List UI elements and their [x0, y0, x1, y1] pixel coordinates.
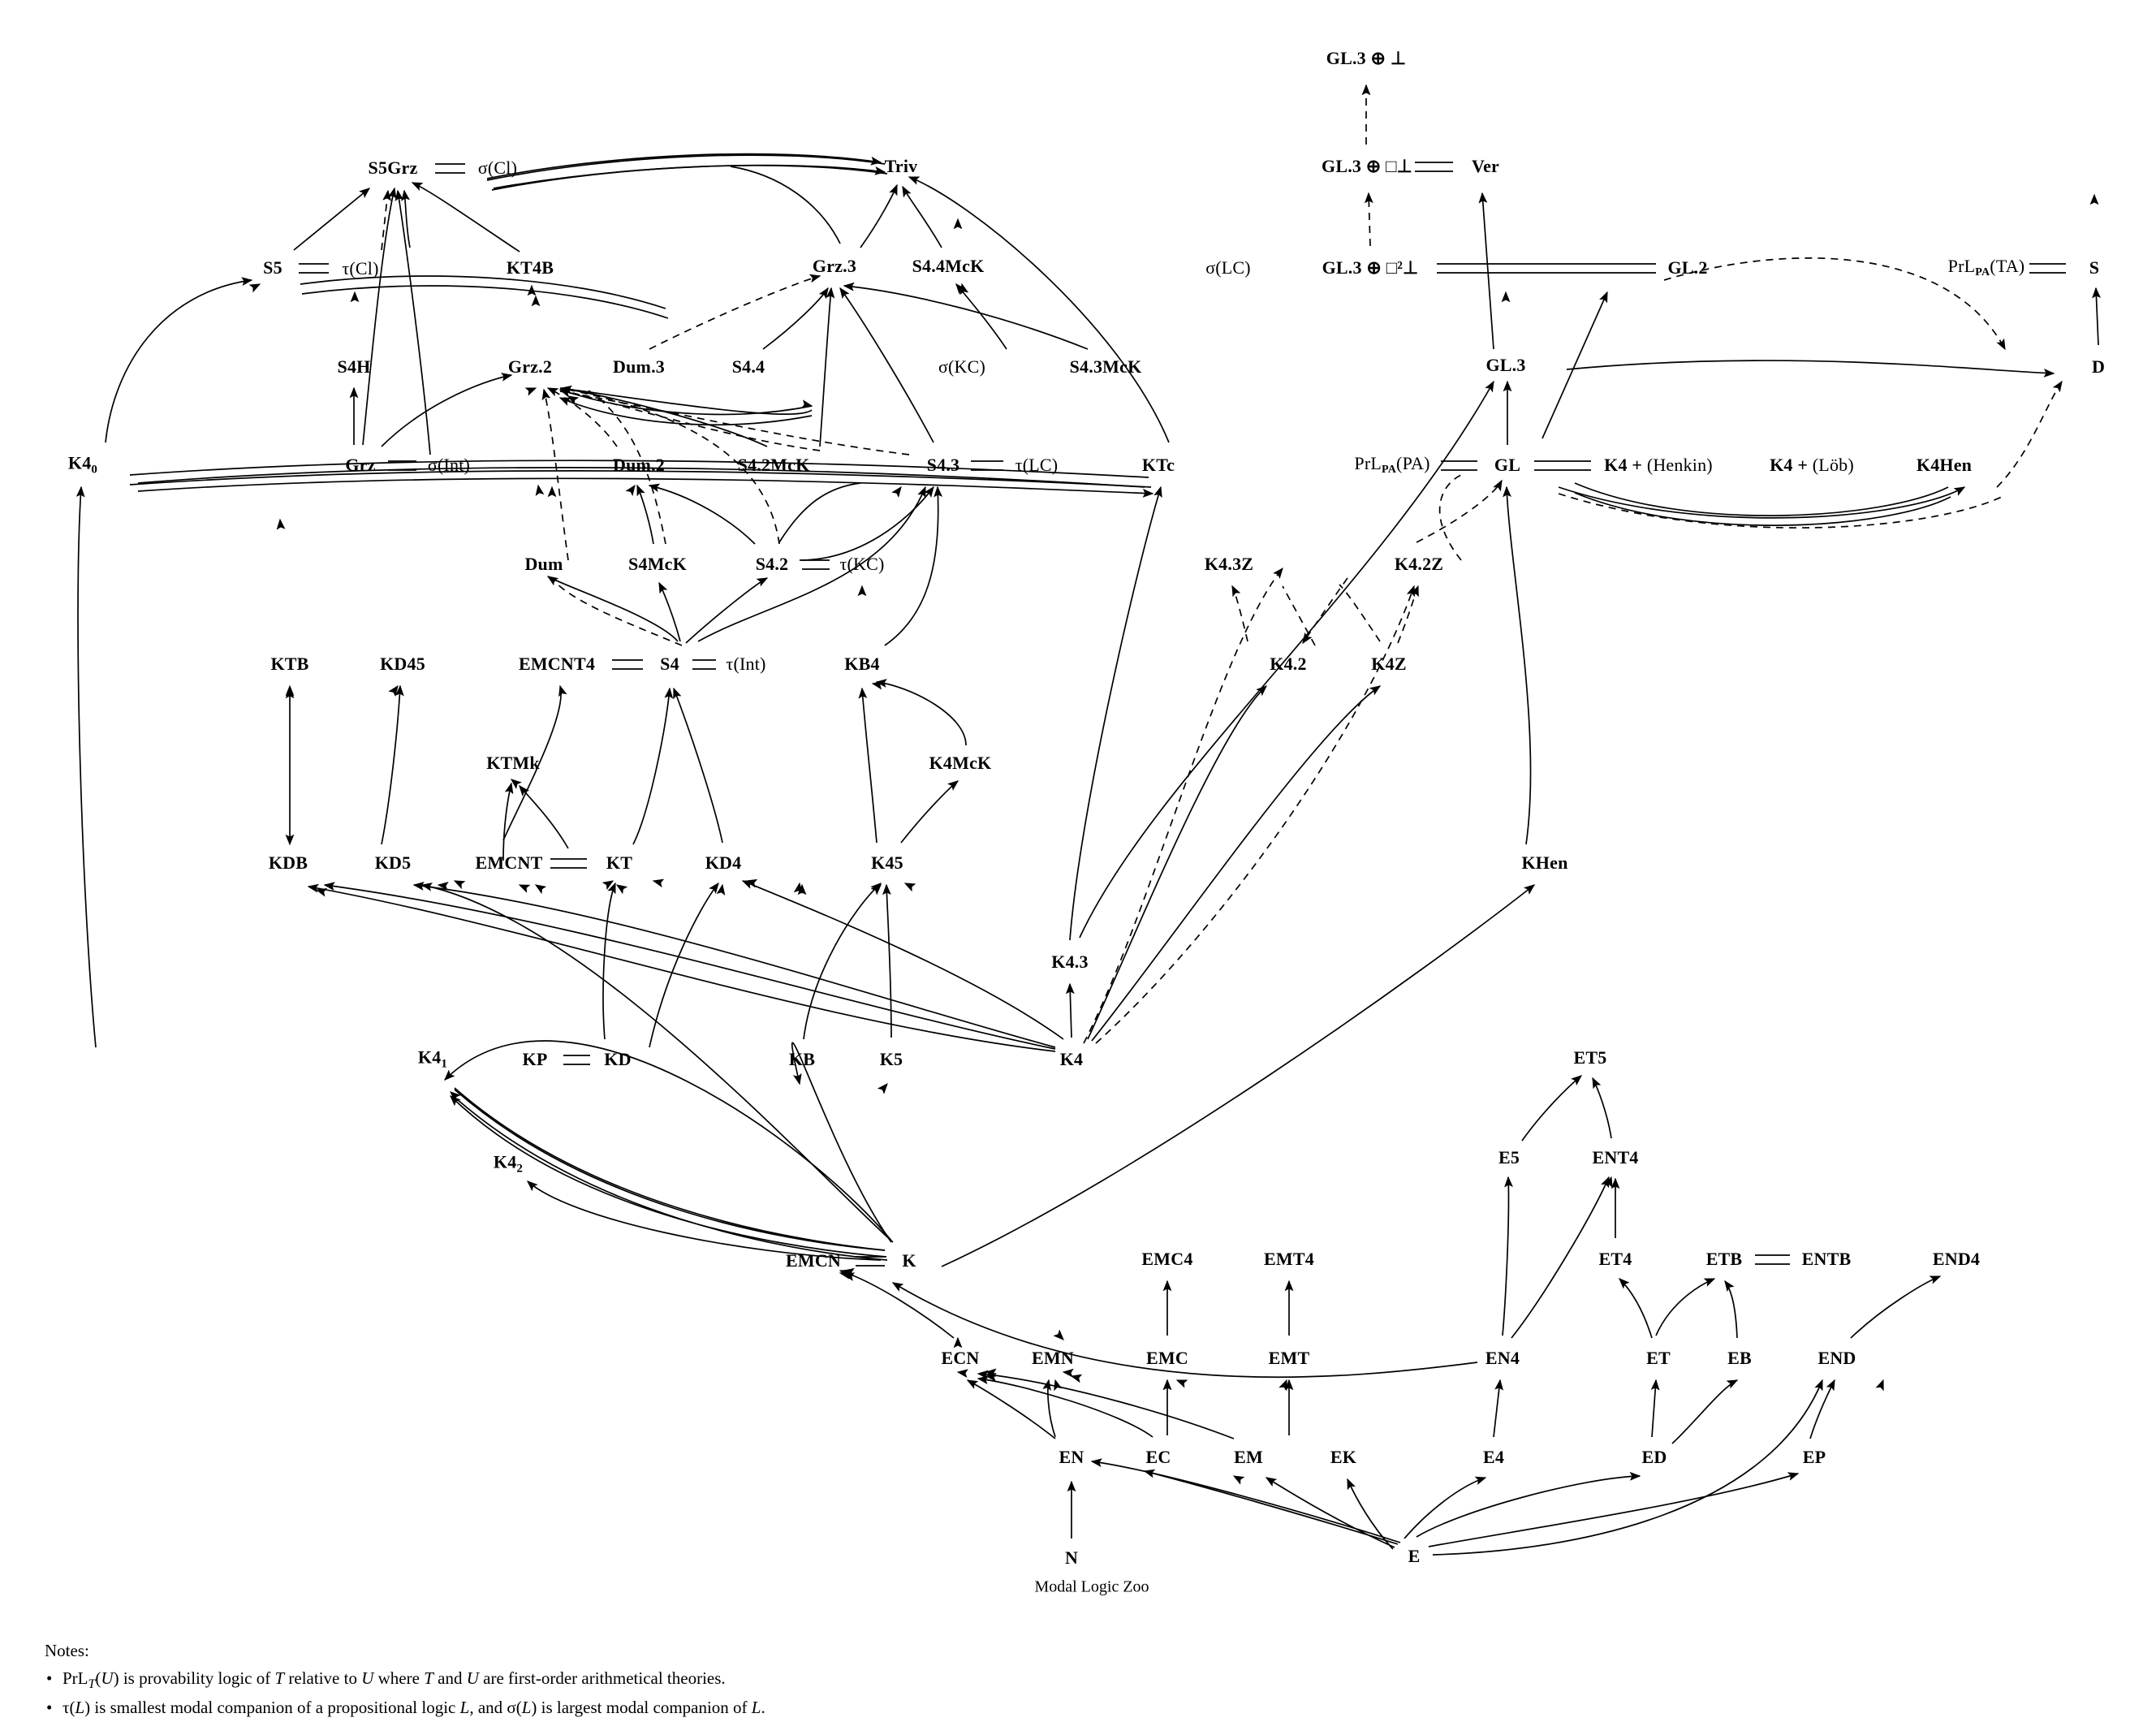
- node-ek: EK: [1330, 1447, 1357, 1467]
- node-grz: Grz: [345, 455, 376, 475]
- node-s42: S4.2: [755, 554, 789, 574]
- node-grz3: Grz.3: [812, 256, 857, 276]
- note-item: • PrL$_T$(U) is provability logic of T relative to U where T and U are first-order arithmetical theories.: [63, 1666, 765, 1694]
- node-s42mck: S4.2McK: [737, 455, 810, 475]
- node-emt4: EMT4: [1264, 1249, 1314, 1269]
- node-tau-cl: τ(Cl): [342, 258, 379, 278]
- node-s4h: S4H: [337, 356, 371, 377]
- node-k4-henkin: K4 + (Henkin): [1604, 455, 1713, 475]
- node-kb: KB: [788, 1049, 816, 1069]
- node-et5: ET5: [1573, 1047, 1607, 1068]
- node-kd4: KD4: [705, 852, 742, 873]
- node-s4mck: S4McK: [628, 554, 687, 574]
- node-kdb: KDB: [268, 852, 308, 873]
- node-ver: Ver: [1472, 156, 1499, 176]
- node-sigma-cl: σ(Cl): [477, 158, 518, 178]
- node-em: EM: [1234, 1447, 1263, 1467]
- node-dum2: Dum.2: [613, 455, 665, 475]
- node-tau-kc: τ(KC): [839, 554, 885, 574]
- node-etb: ETB: [1705, 1249, 1743, 1269]
- node-k43z: K4.3Z: [1204, 554, 1254, 574]
- node-ktc: KTc: [1141, 455, 1175, 475]
- node-gl2: GL.2: [1667, 257, 1708, 278]
- node-k4mck: K4McK: [929, 753, 992, 773]
- node-tau-lc: τ(LC): [1015, 455, 1059, 475]
- node-grz2: Grz.2: [507, 356, 553, 377]
- node-triv: Triv: [884, 156, 918, 176]
- node-k42z: K4.2Z: [1394, 554, 1444, 574]
- node-s: S: [2089, 257, 2100, 278]
- node-e5: E5: [1498, 1147, 1520, 1167]
- node-emt: EMT: [1268, 1348, 1310, 1368]
- node-ktb: KTB: [270, 654, 309, 674]
- node-et: ET: [1646, 1348, 1671, 1368]
- node-ent4: ENT4: [1592, 1147, 1639, 1167]
- node-ed: ED: [1641, 1447, 1667, 1467]
- node-emc: EMC: [1146, 1348, 1188, 1368]
- node-s5grz: S5Grz: [368, 158, 418, 178]
- node-prl-pa-pa: PrLPA(PA): [1354, 452, 1430, 477]
- note-item: • τ(L) is smallest modal companion of a propositional logic L, and σ(L) is largest modal companion of L.: [63, 1695, 765, 1720]
- node-gl3-oplus-box2bot: GL.3 ⊕ □²⊥: [1322, 257, 1419, 278]
- node-k4-1: $K4_1$: [417, 1047, 448, 1071]
- node-k42: K4.2: [1270, 654, 1307, 674]
- node-d: D: [2091, 356, 2106, 377]
- node-ep: EP: [1802, 1447, 1826, 1467]
- node-ktmk: KTMk: [486, 753, 540, 773]
- node-emcn: EMCN: [785, 1250, 842, 1271]
- node-emcnt4: EMCNT4: [518, 654, 596, 674]
- node-gl: GL: [1494, 455, 1521, 475]
- node-k43: K4.3: [1051, 952, 1089, 972]
- node-eb: EB: [1727, 1348, 1752, 1368]
- node-n: N: [1064, 1547, 1079, 1568]
- node-kp: KP: [522, 1049, 548, 1069]
- node-dum: Dum: [524, 554, 563, 574]
- node-emn: EMN: [1032, 1348, 1074, 1368]
- node-end: END: [1818, 1348, 1856, 1368]
- node-s43: S4.3: [926, 455, 960, 475]
- node-emcnt: EMCNT: [475, 852, 543, 873]
- node-ec: EC: [1145, 1447, 1171, 1467]
- node-e4: E4: [1482, 1447, 1505, 1467]
- node-kd45: KD45: [380, 654, 425, 674]
- node-k4-2: $K4_2$: [493, 1151, 524, 1176]
- node-end4: END4: [1932, 1249, 1981, 1269]
- notes-title: Notes:: [45, 1641, 89, 1660]
- node-kd: KD: [604, 1049, 632, 1069]
- node-tau-int: τ(Int): [726, 654, 766, 674]
- node-kt4b: KT4B: [506, 257, 554, 278]
- node-s44: S4.4: [731, 356, 765, 377]
- node-entb: ENTB: [1801, 1249, 1852, 1269]
- node-k4-0: $K4_0$: [67, 452, 98, 477]
- node-khen: KHen: [1521, 852, 1568, 873]
- node-gl3-oplus-boxbot: GL.3 ⊕ □⊥: [1322, 156, 1412, 176]
- node-k5: K5: [879, 1049, 903, 1069]
- node-k4z: K4Z: [1371, 654, 1407, 674]
- node-en: EN: [1059, 1447, 1084, 1467]
- node-s44mck: S4.4McK: [912, 256, 985, 276]
- node-k4: K4: [1059, 1049, 1084, 1069]
- node-kb4: KB4: [844, 654, 880, 674]
- node-s43mck: S4.3McK: [1069, 356, 1142, 377]
- node-s5: S5: [263, 257, 282, 278]
- node-ecn: ECN: [941, 1348, 980, 1368]
- node-kd5: KD5: [374, 852, 412, 873]
- node-en4: EN4: [1485, 1348, 1520, 1368]
- node-prl-pa-ta: PrLPA(TA): [1947, 255, 2025, 279]
- node-k45: K45: [871, 852, 903, 873]
- node-sigma-int: σ(Int): [427, 455, 471, 475]
- node-sigma-kc: σ(KC): [938, 356, 986, 377]
- diagram-caption: Modal Logic Zoo: [1034, 1577, 1149, 1596]
- node-sigma-lc: σ(LC): [1205, 257, 1251, 278]
- node-k4-lob: K4 + (Löb): [1770, 455, 1854, 475]
- notes-block: [45, 1638, 765, 1722]
- node-k4hen: K4Hen: [1916, 455, 1973, 475]
- node-kt: KT: [606, 852, 633, 873]
- node-emc4: EMC4: [1141, 1249, 1193, 1269]
- node-k: K: [902, 1250, 916, 1271]
- node-s4: S4: [660, 654, 679, 674]
- node-e: E: [1408, 1546, 1421, 1566]
- node-dum3: Dum.3: [613, 356, 665, 377]
- node-et4: ET4: [1598, 1249, 1632, 1269]
- node-gl3-oplus-bot: GL.3 ⊕ ⊥: [1326, 48, 1407, 68]
- node-gl3: GL.3: [1485, 355, 1526, 375]
